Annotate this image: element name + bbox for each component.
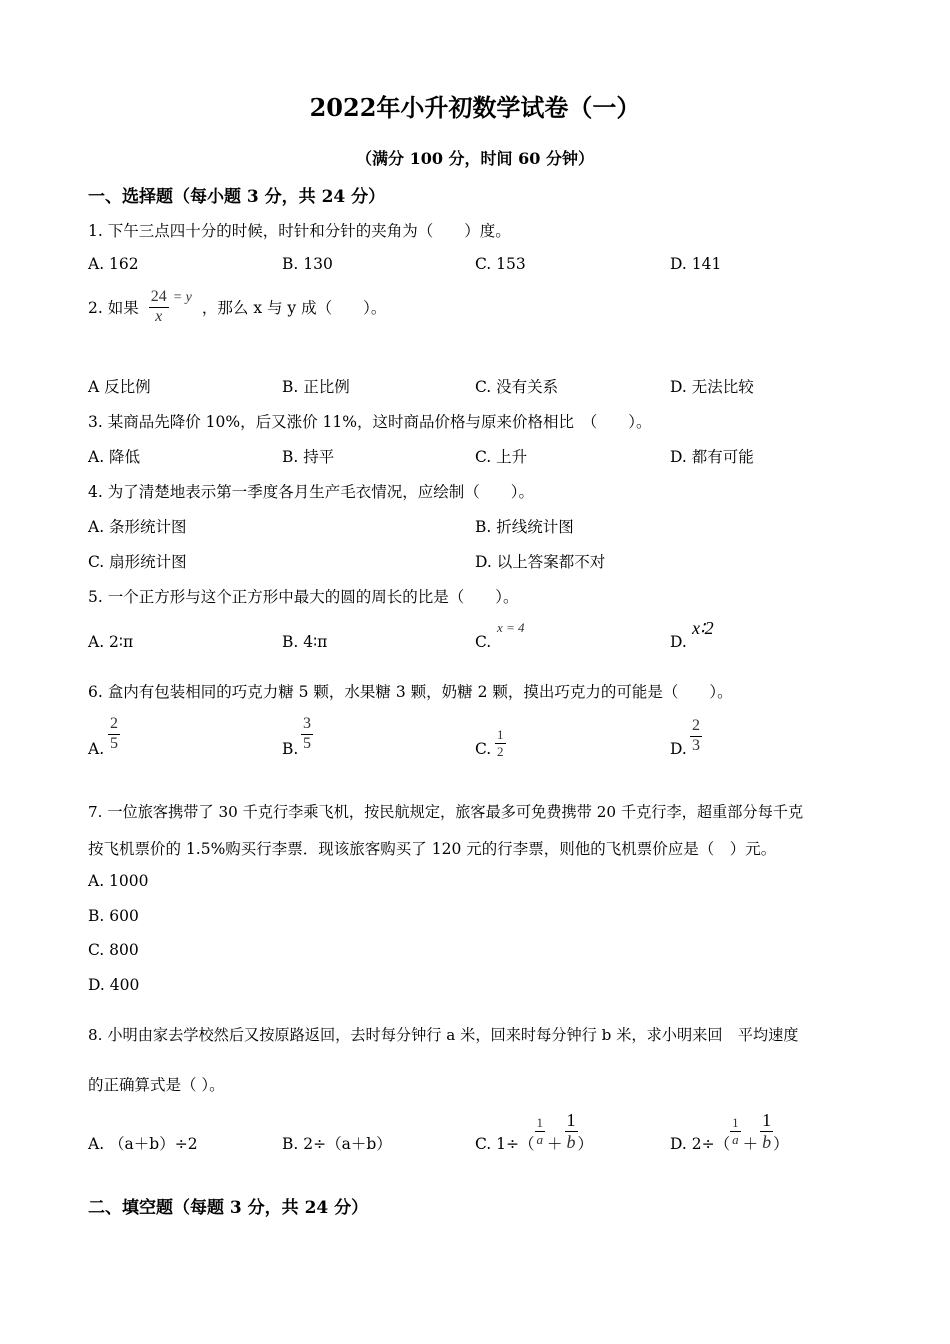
q6-option-d-label: D. [670, 740, 687, 758]
q2-fraction [149, 289, 169, 326]
q1-option-b: B. 130 [282, 255, 333, 273]
q3-option-c: C. 上升 [475, 448, 528, 466]
q7-option-a: A. 1000 [88, 872, 149, 890]
q6-option-a-fraction [108, 716, 120, 753]
q8-c-plus: ＋ [547, 1135, 563, 1153]
q1-option-a: A. 162 [88, 255, 139, 273]
q1-option-c: C. 153 [475, 255, 526, 273]
page-title: 2022年小升初数学试卷（一） [309, 93, 641, 122]
q1-option-d: D. 141 [670, 255, 722, 273]
q6-option-b-label: B. [282, 740, 299, 758]
q8-c-close: ） [577, 1135, 594, 1153]
q8-d-f1-num: 1 [732, 1114, 739, 1130]
page-subtitle: （满分 100 分，时间 60 分钟） [356, 149, 594, 168]
question-8-line-1: 8. 小明由家去学校然后又按原路返回，去时每分钟行 a 米，回来时每分钟行 b 米，求小明来回 平均速度 [88, 1026, 799, 1044]
q6-c-num: 1 [497, 727, 504, 742]
q6-option-b-fraction [301, 716, 313, 753]
q8-c-frac-2 [565, 1111, 578, 1152]
q2-option-c: C. 没有关系 [475, 378, 559, 396]
q6-c-den: 2 [497, 743, 504, 759]
q5-option-c-label: C. [475, 633, 492, 651]
q2-prefix: 2. 如果 [88, 299, 139, 318]
q7-option-d: D. 400 [88, 976, 140, 994]
q6-d-den: 3 [692, 736, 700, 754]
question-7-line-2: 按飞机票价的 1.5%购买行李票．现该旅客购买了 120 元的行李票，则他的飞机票价应是（ ）元。 [88, 840, 777, 858]
q2-option-a: A 反比例 [88, 378, 151, 396]
q4-option-b: B. 折线统计图 [475, 518, 574, 536]
q7-option-b: B. 600 [88, 907, 139, 925]
q6-option-c-fraction [495, 728, 506, 758]
q2-frac-den: x [155, 307, 163, 325]
q3-option-b: B. 持平 [282, 448, 335, 466]
q5-option-b: B. 4∶π [282, 633, 328, 651]
q4-option-a: A. 条形统计图 [88, 518, 187, 536]
q8-c-f2-den: b [566, 1131, 576, 1152]
q2-frac-num: 24 [150, 288, 167, 305]
question-4-stem: 4. 为了清楚地表示第一季度各月生产毛衣情况，应绘制（ ）。 [88, 483, 534, 501]
q6-option-d-fraction [690, 718, 702, 755]
q8-d-f1-den: a [732, 1131, 739, 1147]
section-heading-choice: 一、选择题（每小题 3 分，共 24 分） [88, 187, 386, 207]
q6-a-den: 5 [110, 734, 118, 752]
q4-option-c: C. 扇形统计图 [88, 553, 187, 571]
q6-b-num: 3 [303, 715, 311, 732]
q8-option-b: B. 2÷（a＋b） [282, 1135, 392, 1153]
q8-c-f1-num: 1 [536, 1114, 544, 1130]
q6-b-den: 5 [303, 734, 311, 752]
q3-option-a: A. 降低 [88, 448, 141, 466]
q8-c-frac-1 [535, 1116, 546, 1146]
q8-d-f2-num: 1 [762, 1109, 772, 1130]
q8-d-f2-den: b [762, 1131, 772, 1152]
question-1-stem: 1. 下午三点四十分的时候，时针和分针的夹角为（ ）度。 [88, 222, 511, 240]
q5-option-c-math: x = 4 [497, 620, 525, 635]
q6-option-a-label: A. [88, 740, 105, 758]
q2-suffix: ，那么 x 与 y 成（ ）。 [201, 299, 387, 318]
q4-option-d: D. 以上答案都不对 [475, 553, 606, 571]
q5-option-a: A. 2∶π [88, 633, 134, 651]
q2-option-b: B. 正比例 [282, 378, 350, 396]
q8-d-frac-1 [730, 1116, 741, 1146]
q8-option-a: A. （a＋b）÷2 [88, 1135, 198, 1153]
question-5-stem: 5. 一个正方形与这个正方形中最大的圆的周长的比是（ ）。 [88, 588, 519, 606]
q5-option-d-label: D. [670, 633, 687, 651]
q8-c-f2-num: 1 [566, 1109, 576, 1130]
q8-d-frac-2 [760, 1111, 773, 1152]
q2-option-d: D. 无法比较 [670, 378, 754, 396]
section-heading-fill-in: 二、填空题（每题 3 分，共 24 分） [88, 1198, 369, 1218]
q8-c-f1-den: a [536, 1131, 544, 1147]
question-3-stem: 3. 某商品先降价 10%，后又涨价 11%，这时商品价格与原来价格相比 （ ）。 [88, 413, 652, 431]
q8-option-d [670, 1108, 789, 1154]
q3-option-d: D. 都有可能 [670, 448, 754, 466]
question-8-line-2: 的正确算式是（ ）。 [88, 1076, 225, 1094]
question-6-stem: 6. 盒内有包装相同的巧克力糖 5 颗，水果糖 3 颗，奶糖 2 颗，摸出巧克力的可能是（ ）。 [88, 683, 733, 701]
q8-option-c [475, 1108, 593, 1154]
q2-equation: = y [172, 290, 192, 306]
q6-d-num: 2 [692, 717, 700, 734]
q8-d-close: ） [773, 1135, 789, 1153]
q6-a-num: 2 [110, 715, 118, 732]
q5-option-d-math: x∶2 [692, 618, 714, 638]
question-7-line-1: 7. 一位旅客携带了 30 千克行李乘飞机，按民航规定，旅客最多可免费携带 20 千克行李，超重部分每千克 [88, 803, 804, 821]
q7-option-c: C. 800 [88, 941, 139, 959]
q6-option-c-label: C. [475, 740, 492, 758]
q8-d-plus: ＋ [742, 1135, 759, 1153]
question-2-stem [88, 289, 386, 326]
q8-d-prefix: D. 2÷（ [670, 1135, 731, 1153]
q8-c-prefix: C. 1÷（ [475, 1135, 535, 1153]
